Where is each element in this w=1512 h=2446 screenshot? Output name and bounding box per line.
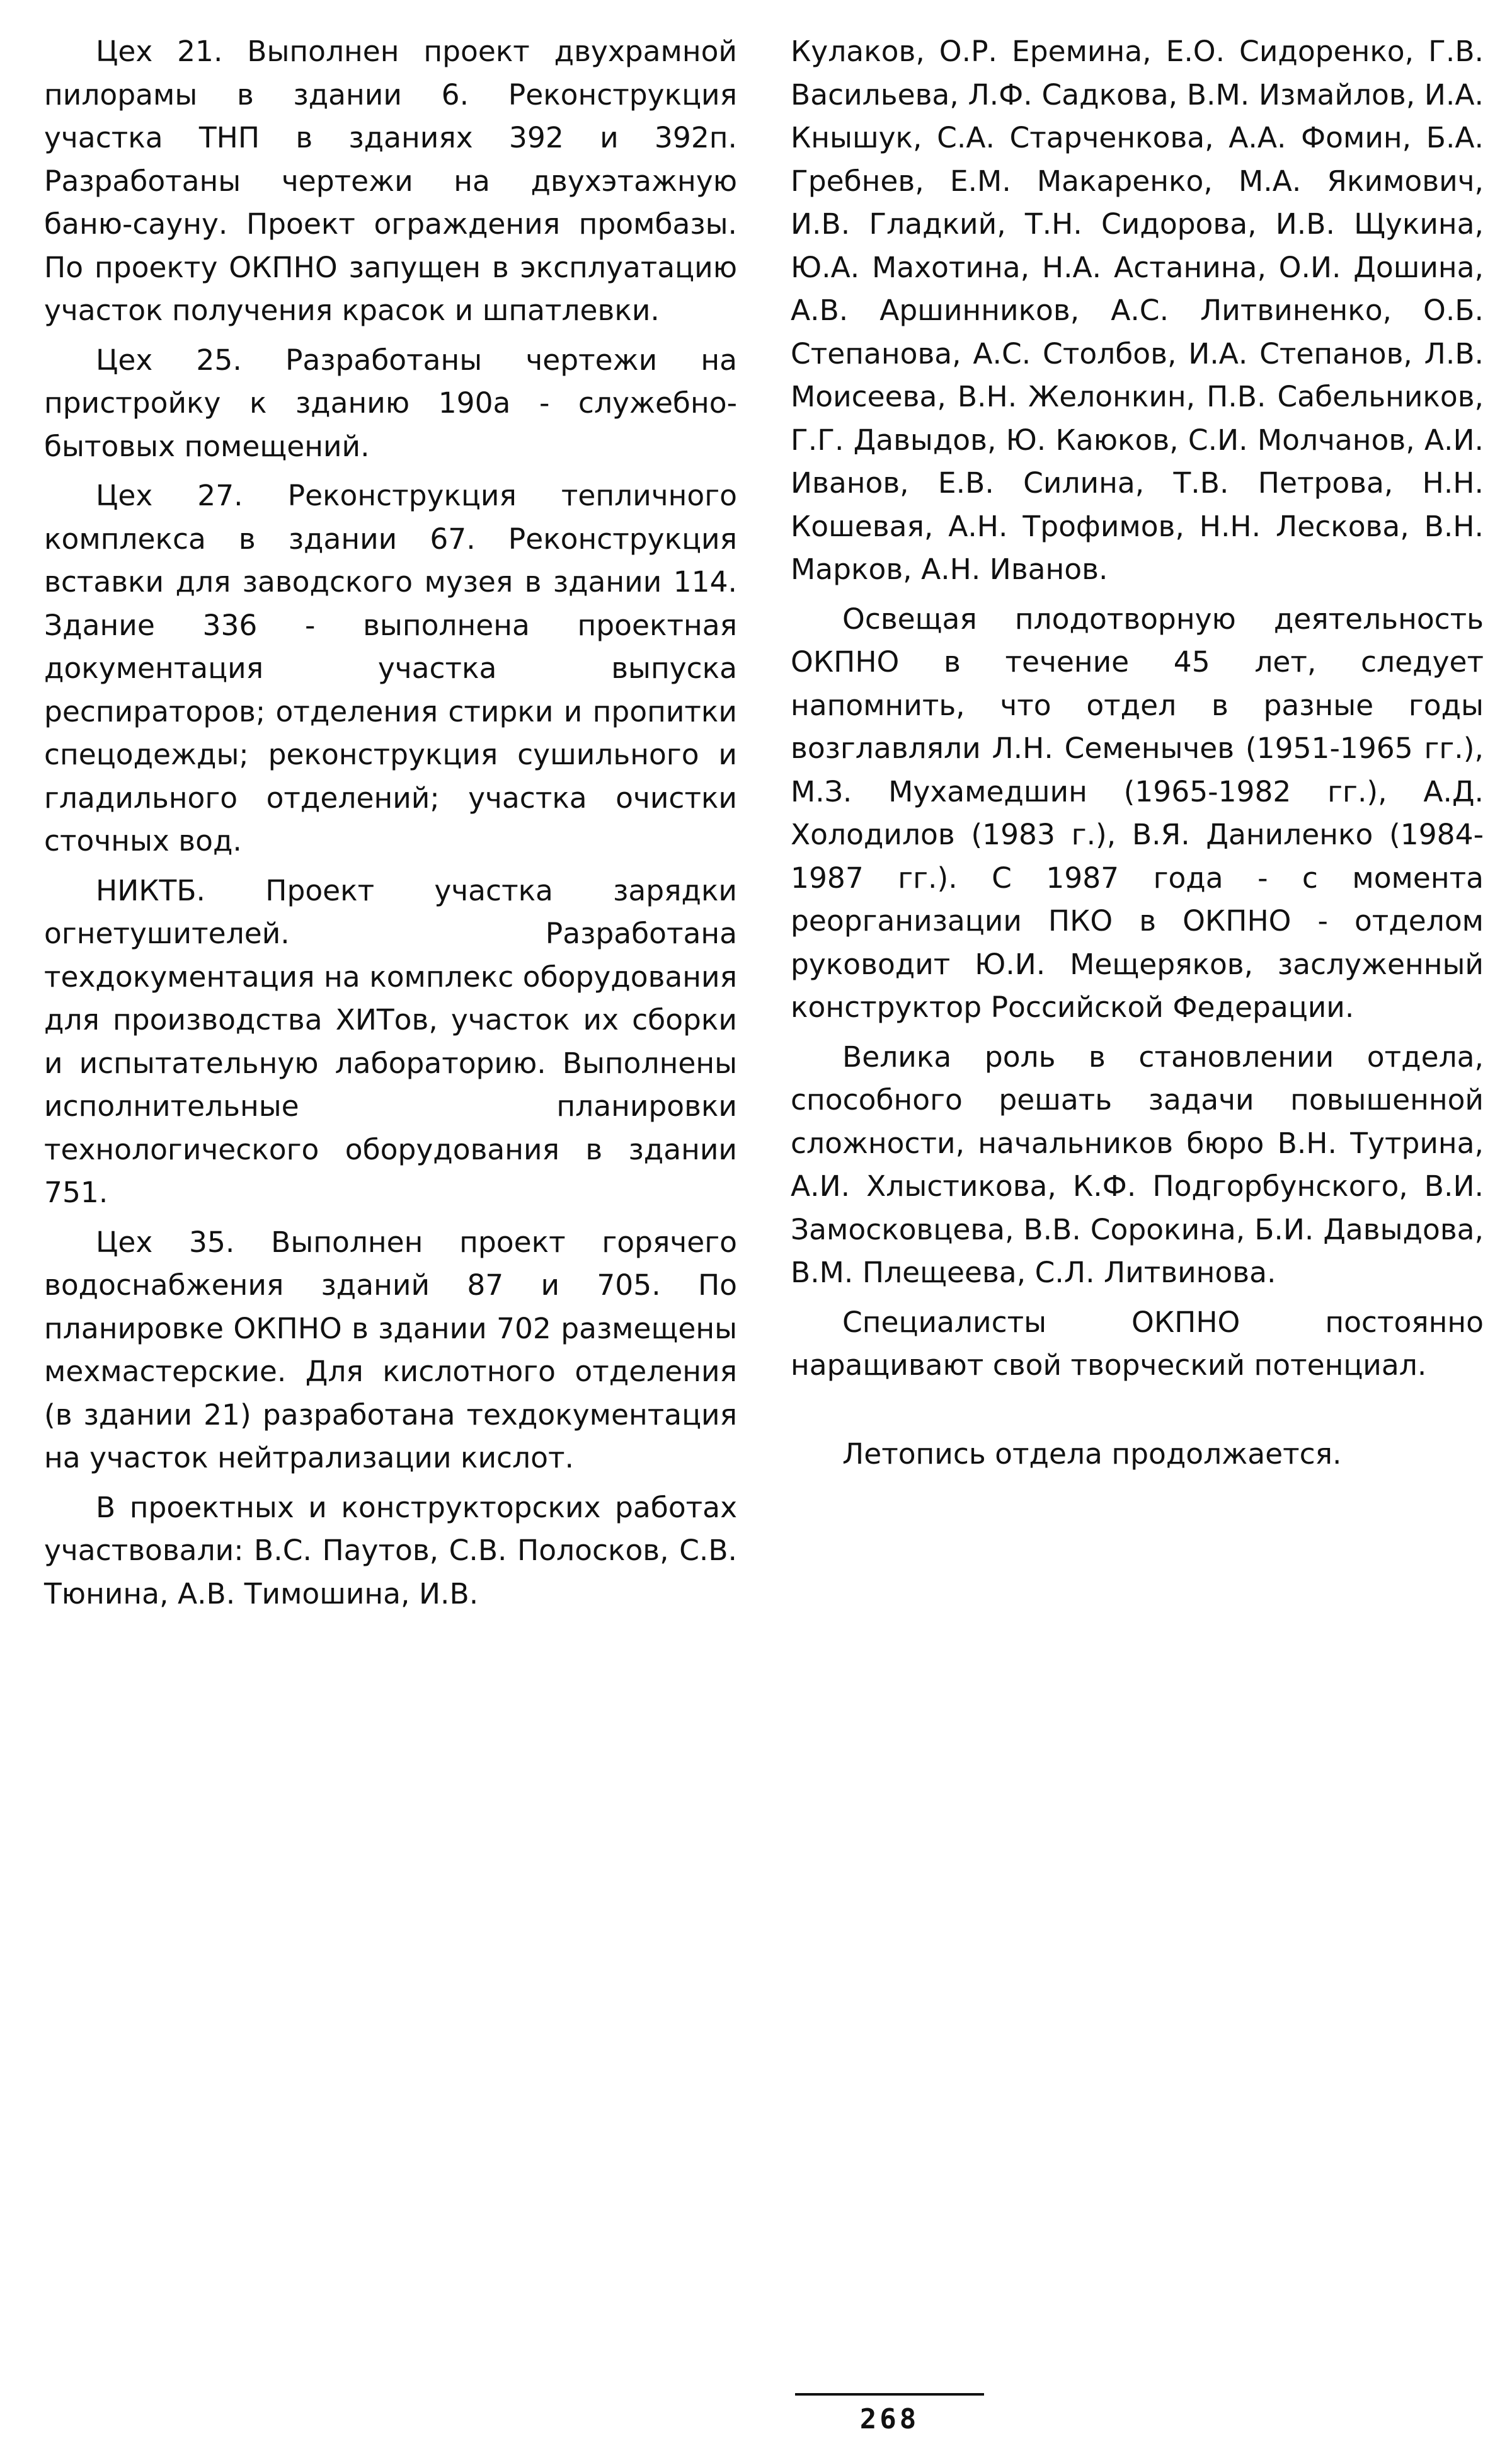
closing-line: Летопись отдела продолжается. (842, 1437, 1342, 1471)
page-number: 268 (859, 2403, 920, 2435)
right-column (791, 30, 1484, 1482)
left-column (44, 30, 737, 1622)
paragraph-participants: В проектных и конструкторских работах участвовали: В.С. Паутов, С.В. Полосков, С.В. Тюнина, А.В. Тимошина, И.В. (44, 1490, 737, 1611)
paragraph-bureau-chiefs: Велика роль в становлении отдела, способного решать задачи повышенной сложности, начальников бюро В.Н. Тутрина, А.И. Хлыстикова, К.Ф. Подгорбунского, В.И. Замосковцева, В.В. Сорокина, Б.И. Давыдова, В.М. Плещеева, С.Л. Литвинова. (791, 1040, 1484, 1289)
paragraph-workshop-35: Цех 35. Выполнен проект горячего водоснабжения зданий 87 и 705. По планировке ОКПНО в здании 702 размещены мехмастерские. Для кислотного отделения (в здании 21) разработана техдокументация на участок нейтрализации кислот. (44, 1225, 737, 1474)
paragraph-workshop-27: Цех 27. Реконструкция тепличного комплекса в здании 67. Реконструкция вставки для заводского музея в здании 114. Здание 336 - выполнена проектная документация участка выпуска респираторов; отделения стирки и пропитки спецодежды; реконструкция сушильного и гладильного отделений; участка очистки сточных вод. (44, 479, 737, 858)
paragraph-workshop-21: Цех 21. Выполнен проект двухрамной пилорамы в здании 6. Реконструкция участка ТНП в зданиях 392 и 392п. Разработаны чертежи на двухэтажную баню-сауну. Проект ограждения промбазы. По проекту ОКПНО запущен в эксплуатацию участок получения красок и шпатлевки. (44, 35, 737, 327)
paragraph-participants-continued: Кулаков, О.Р. Еремина, Е.О. Сидоренко, Г.В. Васильева, Л.Ф. Садкова, В.М. Измайлов, И.А. Кнышук, С.А. Старченкова, А.А. Фомин, Б.А. Гребнев, Е.М. Макаренко, М.А. Якимович, И.В. Гладкий, Т.Н. Сидорова, И.В. Щукина, Ю.А. Махотина, Н.А. Астанина, О.И. Дошина, А.В. Аршинников, А.С. Литвиненко, О.Б. Степанова, А.С. Столбов, И.А. Степанов, Л.В. Моисеева, В.Н. Желонкин, П.В. Сабельников, Г.Г. Давыдов, Ю. Каюков, С.И. Молчанов, А.И. Иванов, Е.В. Силина, Т.В. Петрова, Н.Н. Кошевая, А.Н. Трофимов, Н.Н. Лескова, В.Н. Марков, А.Н. Иванов. (791, 35, 1484, 586)
paragraph-workshop-25: Цех 25. Разработаны чертежи на пристройку к зданию 190а - служебно-бытовых помещений. (44, 343, 737, 463)
footer-rule (795, 2393, 984, 2396)
paragraph-specialists: Специалисты ОКПНО постоянно наращивают свой творческий потенциал. (791, 1305, 1484, 1382)
paragraph-niktb: НИКТБ. Проект участка зарядки огнетушителей. Разработана техдокументация на комплекс оборудования для производства ХИТов, участок их сборки и испытательную лабораторию. Выполнены исполнительные планировки технологического оборудования в здании 751. (44, 873, 737, 1209)
paragraph-department-heads: Освещая плодотворную деятельность ОКПНО в течение 45 лет, следует напомнить, что отдел в разные годы возглавляли Л.Н. Семенычев (1951-1965 гг.), М.З. Мухамедшин (1965-1982 гг.), А.Д. Холодилов (1983 г.), В.Я. Даниленко (1984-1987 гг.). С 1987 года - с момента реорганизации ПКО в ОКПНО - отделом руководит Ю.И. Мещеряков, заслуженный конструктор Российской Федерации. (791, 602, 1484, 1024)
